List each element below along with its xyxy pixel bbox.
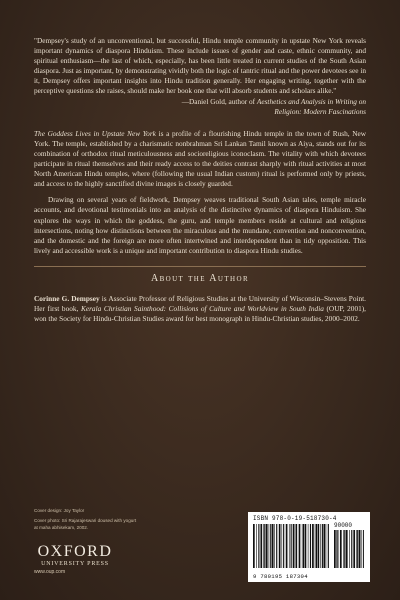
barcode-bar bbox=[279, 524, 281, 568]
publisher-url: www.oup.com bbox=[34, 569, 66, 575]
ean-barcode bbox=[253, 524, 329, 568]
publisher-logo bbox=[30, 544, 120, 577]
barcode-bar bbox=[286, 524, 288, 568]
barcode-bar bbox=[258, 524, 259, 568]
barcode-bar bbox=[353, 530, 355, 568]
barcode-bar bbox=[270, 524, 271, 568]
barcode-bar bbox=[318, 524, 320, 568]
barcode-bar bbox=[356, 530, 357, 568]
barcode-bar bbox=[351, 530, 352, 568]
barcode-bar bbox=[305, 524, 307, 568]
author-name: Corinne G. Dempsey bbox=[34, 293, 100, 303]
barcode-bar bbox=[260, 524, 262, 568]
design-credit: Cover design: Joy Taylor bbox=[34, 508, 85, 513]
barcode-bar bbox=[276, 524, 277, 568]
barcode-bar bbox=[328, 524, 329, 568]
barcode-label bbox=[248, 512, 370, 582]
barcode-bar bbox=[253, 524, 255, 568]
isbn-number: ISBN 978-0-19-518730-4 bbox=[253, 515, 337, 522]
barcode-bar bbox=[283, 524, 284, 568]
barcode-bar bbox=[303, 524, 304, 568]
oxford-wordmark: OXFORD bbox=[37, 543, 113, 560]
barcode-bar bbox=[299, 524, 301, 568]
barcode-bar bbox=[269, 524, 270, 568]
barcode-bar bbox=[343, 530, 344, 568]
barcode-bar bbox=[336, 530, 337, 568]
barcode-bar bbox=[320, 524, 321, 568]
barcode-bar bbox=[263, 524, 264, 568]
barcode-bar bbox=[337, 530, 338, 568]
endorsement-quote: "Dempsey's study of an unconventional, but successful, Hindu temple community in upstate New York reveals important dynamics of diaspora Hinduism. These include issues of gender and caste, ethnic community, and spiritual enthusiasm—the last of which, especially, has been little treated in current studies of the South Asian diaspora. Just as important, by demonstrating vividly both the logic of tantric ritual and the power devotees see in it, Dempsey offers important insights into Hindu tradition generally. Her engaging writing, together with the perceptive questions she raises, should make her book one that will absorb students and scholars alike." bbox=[34, 36, 366, 96]
barcode-bar bbox=[363, 530, 364, 568]
cover-credits bbox=[34, 508, 136, 531]
barcode-bar bbox=[274, 524, 275, 568]
barcode-bar bbox=[323, 524, 325, 568]
description-paragraph-1 bbox=[34, 129, 366, 190]
barcode-bar bbox=[289, 524, 290, 568]
barcode-bar bbox=[346, 530, 348, 568]
book-title: The Goddess Lives in Upstate New York bbox=[34, 128, 156, 138]
previous-book-title: Kerala Christian Sainthood: Collisions of Culture and Worldview in South India bbox=[80, 303, 324, 313]
price-barcode bbox=[334, 530, 364, 568]
barcode-bar bbox=[334, 530, 336, 568]
barcode-bar bbox=[312, 524, 314, 568]
endorser-name: —Daniel Gold, author of bbox=[181, 96, 257, 106]
university-press-label: UNIVERSITY PRESS bbox=[41, 561, 109, 567]
price-code: 90000 bbox=[334, 522, 353, 529]
bio-text-2: (OUP, 2001), won the Society for Hindu-Christian Studies award for best monograph in Hindu-Christian studies, 2000–2002. bbox=[34, 303, 366, 324]
barcode-bar bbox=[308, 524, 309, 568]
barcode-bar bbox=[357, 530, 358, 568]
author-bio bbox=[34, 294, 366, 324]
barcode-bar bbox=[282, 524, 283, 568]
barcode-bar bbox=[349, 530, 350, 568]
barcode-bar bbox=[256, 524, 257, 568]
endorsement-source bbox=[154, 97, 366, 117]
barcode-bar bbox=[340, 530, 342, 568]
about-author-heading: About the Author bbox=[150, 272, 250, 284]
barcode-bar bbox=[362, 530, 363, 568]
book-description bbox=[34, 129, 366, 256]
barcode-bar bbox=[266, 524, 268, 568]
barcode-bar bbox=[291, 524, 292, 568]
ean-digits: 9 780195 187304 bbox=[253, 573, 308, 580]
barcode-bar bbox=[326, 524, 327, 568]
photo-credit-line-1: Cover photo: Sri Rajarajeswari doused with yogurt bbox=[34, 518, 137, 524]
barcode-bar bbox=[295, 524, 296, 568]
barcode-bar bbox=[296, 524, 297, 568]
barcode-bar bbox=[359, 530, 361, 568]
description-p1-text: is a profile of a flourishing Hindu temple in the town of Rush, New York. The temple, established by a charismatic nonbrahman Sri Lankan Tamil known as Aiya, stands out for its combination of orthodox ritual meticulousness and socioreligious iconoclasm. The vitality with which devotees participate in ritual themselves and their ready access to the deities contrast sharply with ritual activities at most North American Hindu temples, where (following the usual Indian custom) ritual is performed only by priests, and access to the highly sanctified divine images is closely guarded. bbox=[34, 128, 367, 189]
section-divider bbox=[34, 266, 366, 267]
barcode-bar bbox=[264, 524, 265, 568]
barcode-bar bbox=[315, 524, 316, 568]
barcode-bar bbox=[293, 524, 295, 568]
barcode-bar bbox=[272, 524, 274, 568]
barcode-bar bbox=[344, 530, 345, 568]
barcode-bar bbox=[310, 524, 311, 568]
bio-text-1: is Associate Professor of Religious Studies at the University of Wisconsin–Stevens Point. Her first book, bbox=[34, 293, 367, 313]
description-paragraph-2: Drawing on several years of fieldwork, Dempsey weaves traditional South Asian tales, temple miracle accounts, and devotional testimonials into an analysis of the distinctive dynamics of diaspora Hinduism. She explores the ways in which the goddess, the guru, and temple members reside at cultural and religious intersections, noting how distinctions between the miraculous and the mundane, convention and nonconvention, and the domestic and the foreign are more often intertwined and interdependent than in tidy opposition. This lively and accessible work is a unique and important contribution to diaspora Hindu studies. bbox=[34, 195, 366, 255]
barcode-bar bbox=[302, 524, 303, 568]
endorser-book-title: Aesthetics and Analysis in Writing on Religion: Modern Fascinations bbox=[256, 96, 366, 116]
barcode-bar bbox=[316, 524, 317, 568]
photo-credit-line-2: at maha abhisekam, 2002. bbox=[34, 524, 89, 530]
barcode-bar bbox=[322, 524, 323, 568]
